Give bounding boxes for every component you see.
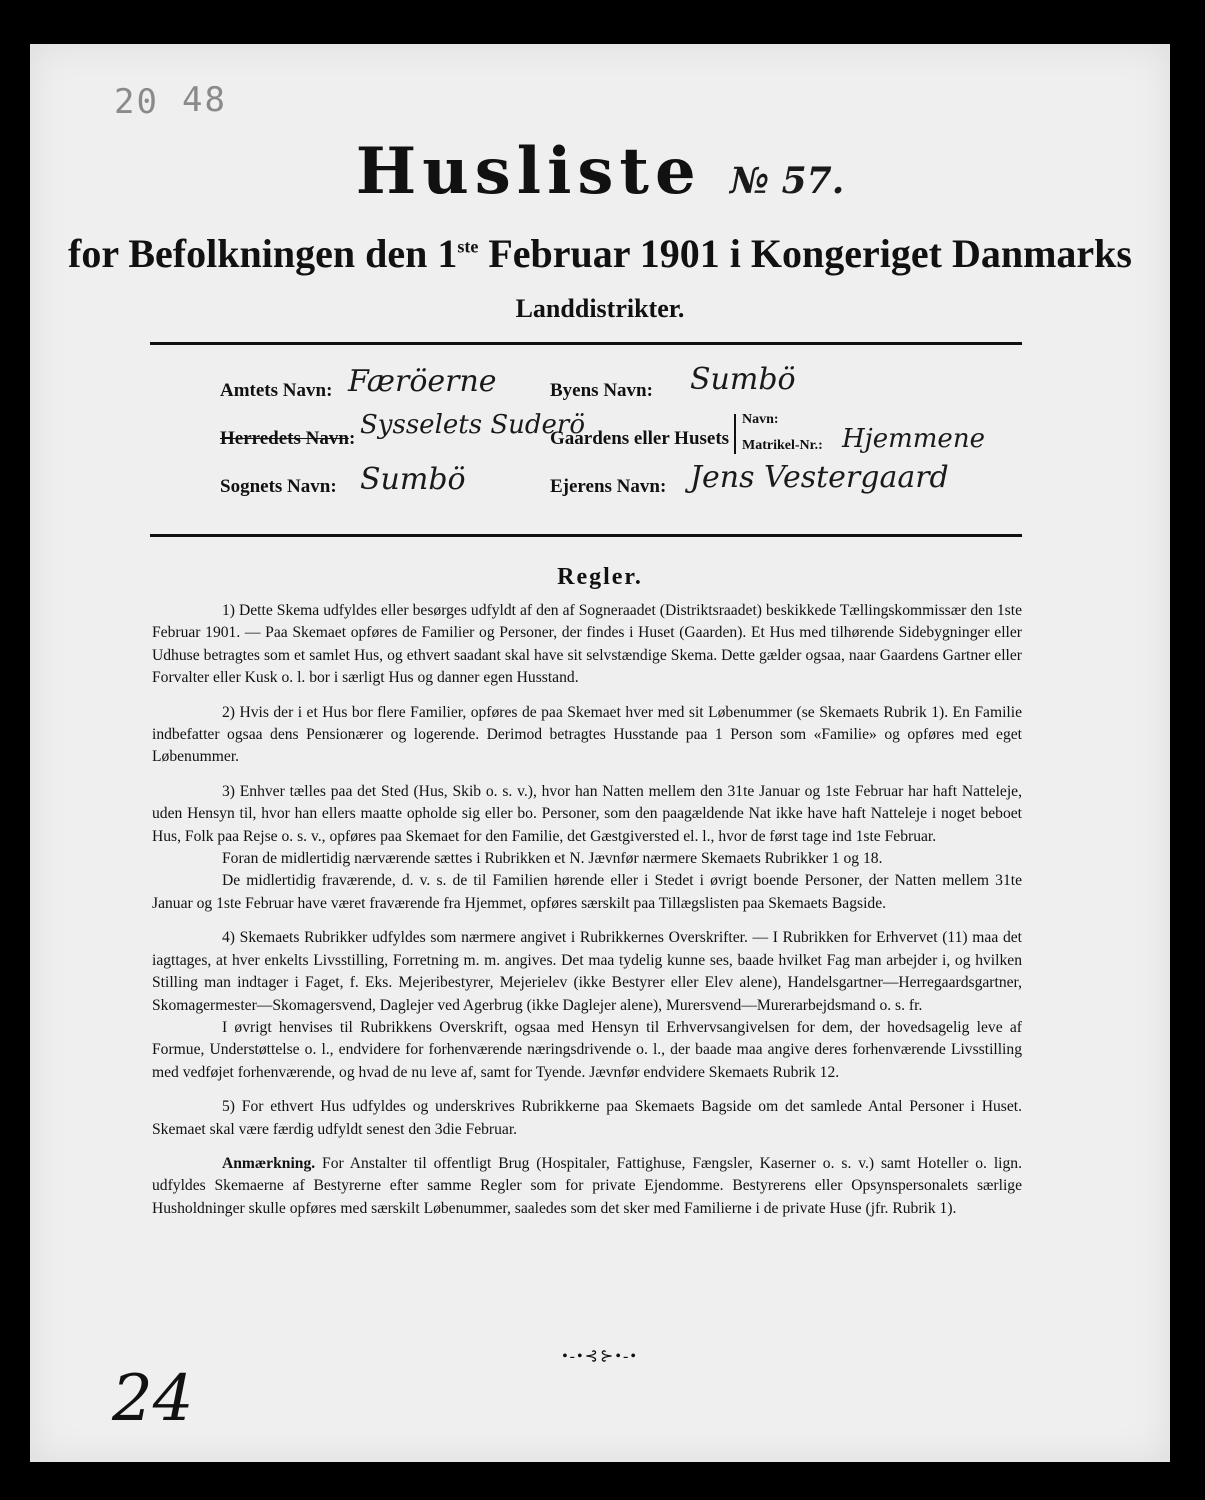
ejer-value: Jens Vestergaard [690, 460, 949, 495]
bottom-divider [150, 534, 1022, 537]
by-value: Sumbö [690, 362, 796, 397]
rule-paragraph: De midlertidig fraværende, d. v. s. de til Familien hørende eller i Stedet i øvrigt boende Personer, der Natten mellem 31te Januar og 1ste Februar have været fraværende fra Hjemmet, opføres særskilt paa Tillægslisten paa Skemaets Bagside. [152, 872, 1022, 912]
subtitle-post: Februar 1901 i Kongeriget Danmarks [478, 231, 1132, 276]
form-subtitle [30, 230, 1170, 277]
navn-label: Navn: [742, 412, 779, 427]
form-title-text: Husliste [355, 134, 702, 209]
sogn-value: Sumbö [360, 462, 466, 497]
rule-paragraph: Foran de midlertidig nærværende sættes i Rubrikken et N. Jævnfør nærmere Skemaets Rubrikker 1 og 18. [222, 850, 883, 868]
rule-paragraph: 4) Skemaets Rubrikker udfyldes som nærmere angivet i Rubrikkernes Overskrifter. — I Rubrikken for Erhvervet (11) maa det iagttages, at hver enkelts Livsstilling, Forretning m. m. angives. Det maa tydelig kunne ses, baade hvilket Fag man arbejder i, og hvilken Stilling man indtager i Faget, f. Eks. Mejeribestyrer, Mejerielev (ikke Bestyrer eller Elev alene), Handelsgartner—Herregaardsgartner, Skomagermester—Skomagersvend, Daglejer ved Agerbrug (ikke Daglejer alene), Murersvend—Murerarbejdsmand o. s. fr. [152, 929, 1022, 1014]
rule-paragraph: 2) Hvis der i et Hus bor flere Familier, opføres de paa Skemaet hver med sit Løbenummer (se Skemaets Rubrik 1). En Familie indbefatter ogsaa dens Pensionærer og logerende. Derimod betragtes Husstande paa 1 Person som «Familie» og opføres med eget Løbenummer. [152, 703, 1022, 766]
matrikel-label: Matrikel-Nr.: [742, 438, 823, 453]
census-form [30, 44, 1170, 1462]
note-label: Anmærkning. [222, 1154, 316, 1172]
herred-value: Sysselets Suderö [360, 410, 585, 440]
ejer-label: Ejerens Navn: [550, 476, 667, 497]
amt-label: Amtets Navn: [220, 380, 333, 401]
herred-label: Herredets Navn [220, 428, 349, 449]
subtitle-pre: for Befolkningen den 1 [68, 231, 458, 276]
archive-stamp-right: 48 [182, 80, 227, 120]
form-subtitle-district: Landdistrikter. [515, 294, 685, 323]
rule-paragraph: 3) Enhver tælles paa det Sted (Hus, Skib o. s. v.), hvor han Natten mellem den 31te Januar og 1ste Februar har haft Natteleje, uden Hensyn til, hvor han ellers maatte opholde sig eller bo. Personer, som den paagældende Nat ikke have haft Natteleje i noget beboet Hus, Folk paa Rejse o. s. v., opføres paa Skemaet for den Familie, det Gæstgiversted el. l., hvor de først tage ind 1ste Februar. [152, 782, 1022, 845]
bracket-line [734, 414, 736, 454]
rule-paragraph: 1) Dette Skema udfyldes eller besørges udfyldt af den af Sogneraadet (Distriktsraadet) beskikkede Tællingskommissær den 1ste Februar 1901. — Paa Skemaet opføres de Familier og Personer, der findes i Huset (Gaarden). Et Hus med tilhørende Sidebygninger eller Udhuse betragtes som et samlet Hus, og ethvert saadant skal have sit selvstændige Skema. Dette gælder ogsaa, naar Gaardens Gartner eller Forvalter eller Kusk o. l. bor i særligt Hus og danner egen Husstand. [152, 602, 1022, 687]
house-list-number: № 57. [729, 160, 845, 202]
gaard-label: Gaardens eller Husets [550, 428, 730, 449]
ornament: •-•⊰⊱•-• [562, 1348, 638, 1365]
form-title [30, 134, 1170, 209]
note-paragraph [152, 1153, 1022, 1220]
rules-title: Regler. [557, 564, 643, 590]
rule-paragraph: 5) For ethvert Hus udfyldes og underskrives Rubrikkerne paa Skemaets Bagside om det samlede Antal Personer i Huset. Skemaet skal være færdig udfyldt senest den 3die Februar. [152, 1098, 1022, 1138]
herred-colon: : [348, 428, 356, 449]
matrikel-value: Hjemmene [842, 424, 985, 454]
subtitle-sup: ste [457, 236, 479, 257]
amt-value: Færöerne [348, 364, 497, 399]
note-text: For Anstalter til offentligt Brug (Hospitaler, Fattighuse, Fængsler, Kaserner o. s. v.) samt Hoteller o. lign. udfyldes Skemaerne af Bestyrerne efter samme Regler som for private Ejendomme. Bestyrerens eller Opsynspersonalets særlige Husholdninger skulle opføres med særskilt Løbenummer, saaledes som det sker med Familierne i de private Huse (jfr. Rubrik 1). [152, 1154, 1022, 1217]
rules-body [152, 600, 1022, 1232]
top-divider [150, 342, 1022, 345]
rule-paragraph: I øvrigt henvises til Rubrikkens Overskrift, ogsaa med Hensyn til Erhvervsangivelsen for dem, der hovedsagelig leve af Formue, Understøttelse o. l., endvidere for forhenværende næringsdrivende o. l., der baade maa angive deres forhenværende Livsstilling med vedføjet forhenværende, og hvad de nu leve af, samt for Tyende. Jævnfør endvidere Skemaets Rubrik 12. [152, 1018, 1022, 1081]
page-number: 24 [112, 1362, 194, 1436]
archive-stamp-left: 20 [114, 82, 159, 122]
by-label: Byens Navn: [550, 380, 653, 401]
sogn-label: Sognets Navn: [220, 476, 337, 497]
herred-label-row [220, 428, 355, 450]
